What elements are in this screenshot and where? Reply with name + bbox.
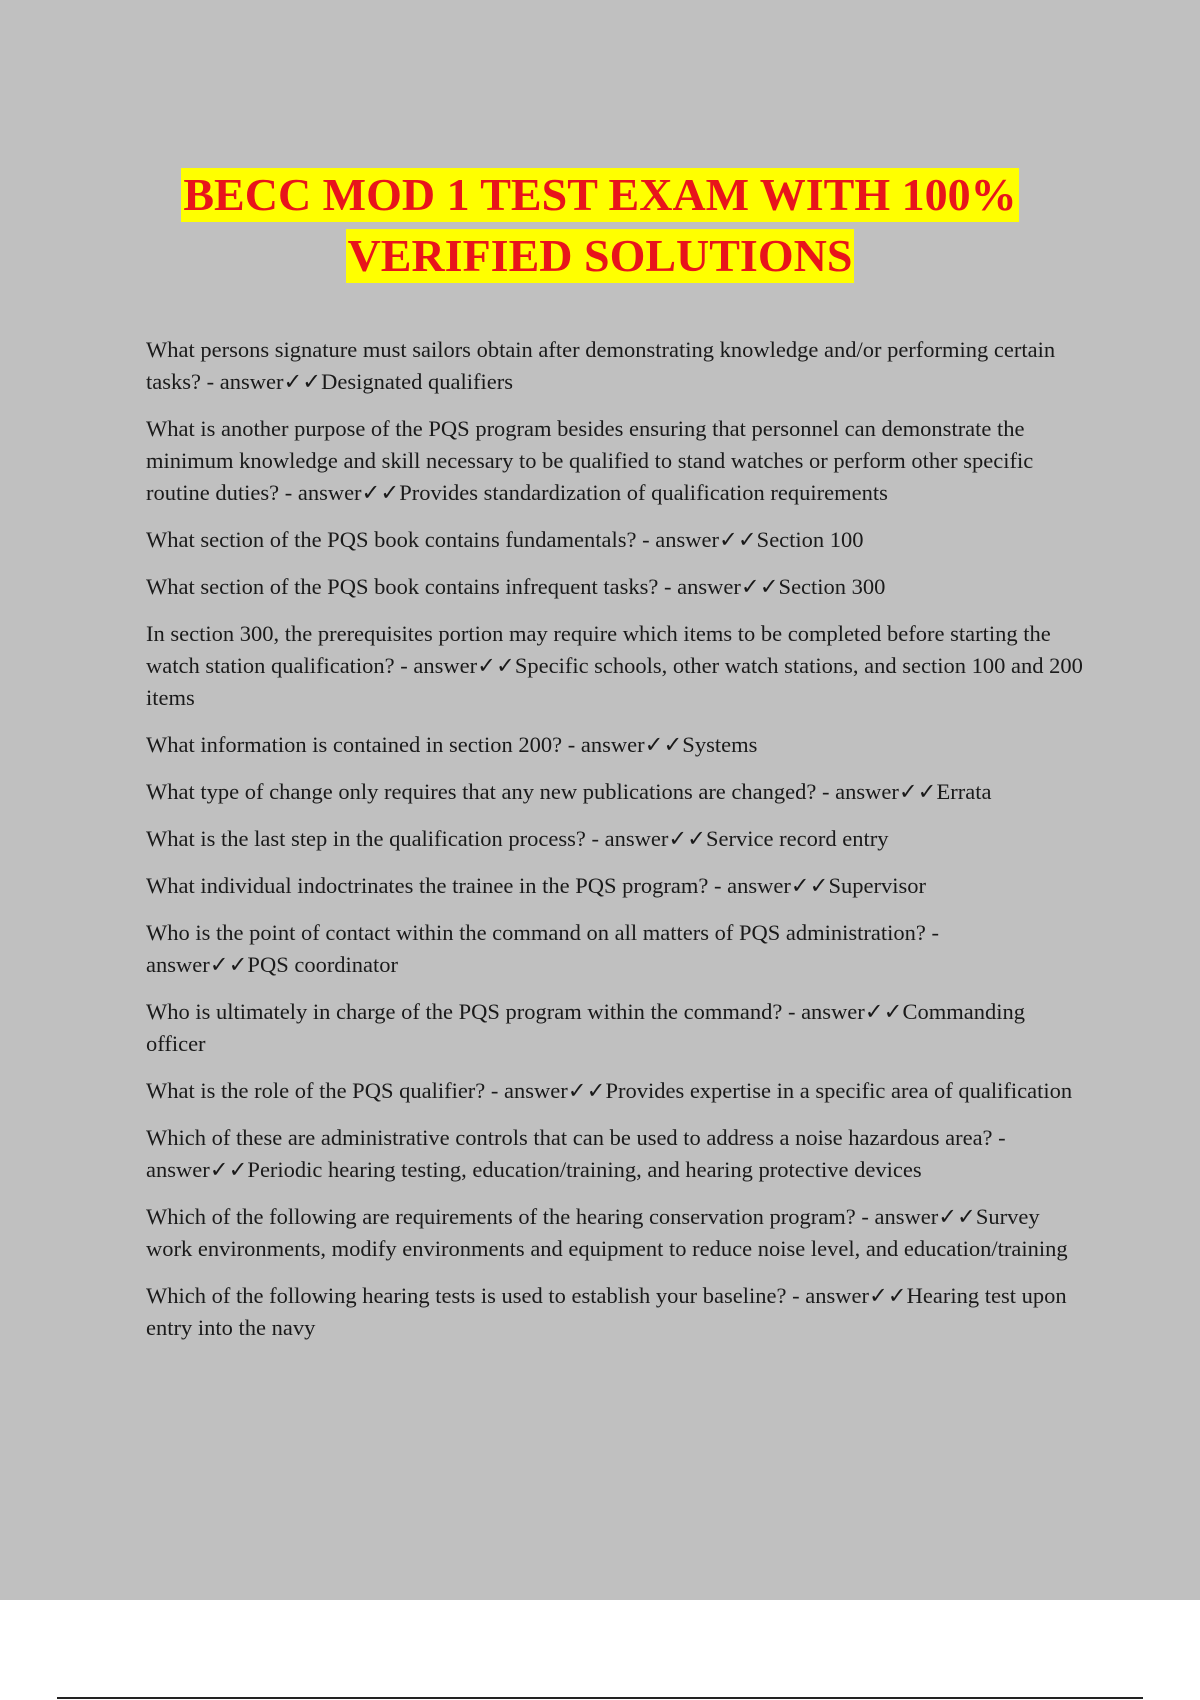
title-line-1: BECC MOD 1 TEST EXAM WITH 100% — [183, 169, 1017, 220]
qa-item: What section of the PQS book contains infrequent tasks? - answer✓✓Section 300 — [146, 574, 886, 599]
qa-list — [146, 334, 1086, 1359]
page-bottom-margin — [0, 1600, 1200, 1700]
footer-divider — [57, 1697, 1143, 1699]
qa-item: Which of the following hearing tests is used to establish your baseline? - answer✓✓Hearing test upon entry into the navy — [146, 1283, 1067, 1340]
qa-item: What persons signature must sailors obtain after demonstrating knowledge and/or performing certain tasks? - answer✓✓Designated qualifiers — [146, 337, 1056, 394]
qa-item: What type of change only requires that any new publications are changed? - answer✓✓Errata — [146, 779, 992, 804]
title-line-2: VERIFIED SOLUTIONS — [347, 230, 853, 281]
qa-item: What section of the PQS book contains fundamentals? - answer✓✓Section 100 — [146, 527, 864, 552]
qa-item: Who is ultimately in charge of the PQS program within the command? - answer✓✓Commanding officer — [146, 999, 1025, 1056]
qa-item: What information is contained in section 200? - answer✓✓Systems — [146, 732, 758, 757]
qa-item: What is the role of the PQS qualifier? - answer✓✓Provides expertise in a specific area of qualification — [146, 1078, 1073, 1103]
qa-item: Which of these are administrative controls that can be used to address a noise hazardous area? - answer✓✓Periodic hearing testing, education/training, and hearing protective devices — [146, 1125, 1006, 1182]
qa-item: What individual indoctrinates the trainee in the PQS program? - answer✓✓Supervisor — [146, 873, 927, 898]
qa-item: What is the last step in the qualification process? - answer✓✓Service record entry — [146, 826, 889, 851]
document-title — [0, 168, 1200, 290]
qa-item: What is another purpose of the PQS program besides ensuring that personnel can demonstrate the minimum knowledge and skill necessary to be qualified to stand watches or perform other specific routine duties? - answer✓✓Provides standardization of qualification requirements — [146, 416, 1034, 505]
qa-item: In section 300, the prerequisites portion may require which items to be completed before starting the watch station qualification? - answer✓✓Specific schools, other watch stations, and section 100 and 200 items — [146, 621, 1083, 710]
qa-item: Who is the point of contact within the command on all matters of PQS administration? - answer✓✓PQS coordinator — [146, 920, 939, 977]
qa-item: Which of the following are requirements of the hearing conservation program? - answer✓✓Survey work environments, modify environments and equipment to reduce noise level, and education/training — [146, 1204, 1068, 1261]
